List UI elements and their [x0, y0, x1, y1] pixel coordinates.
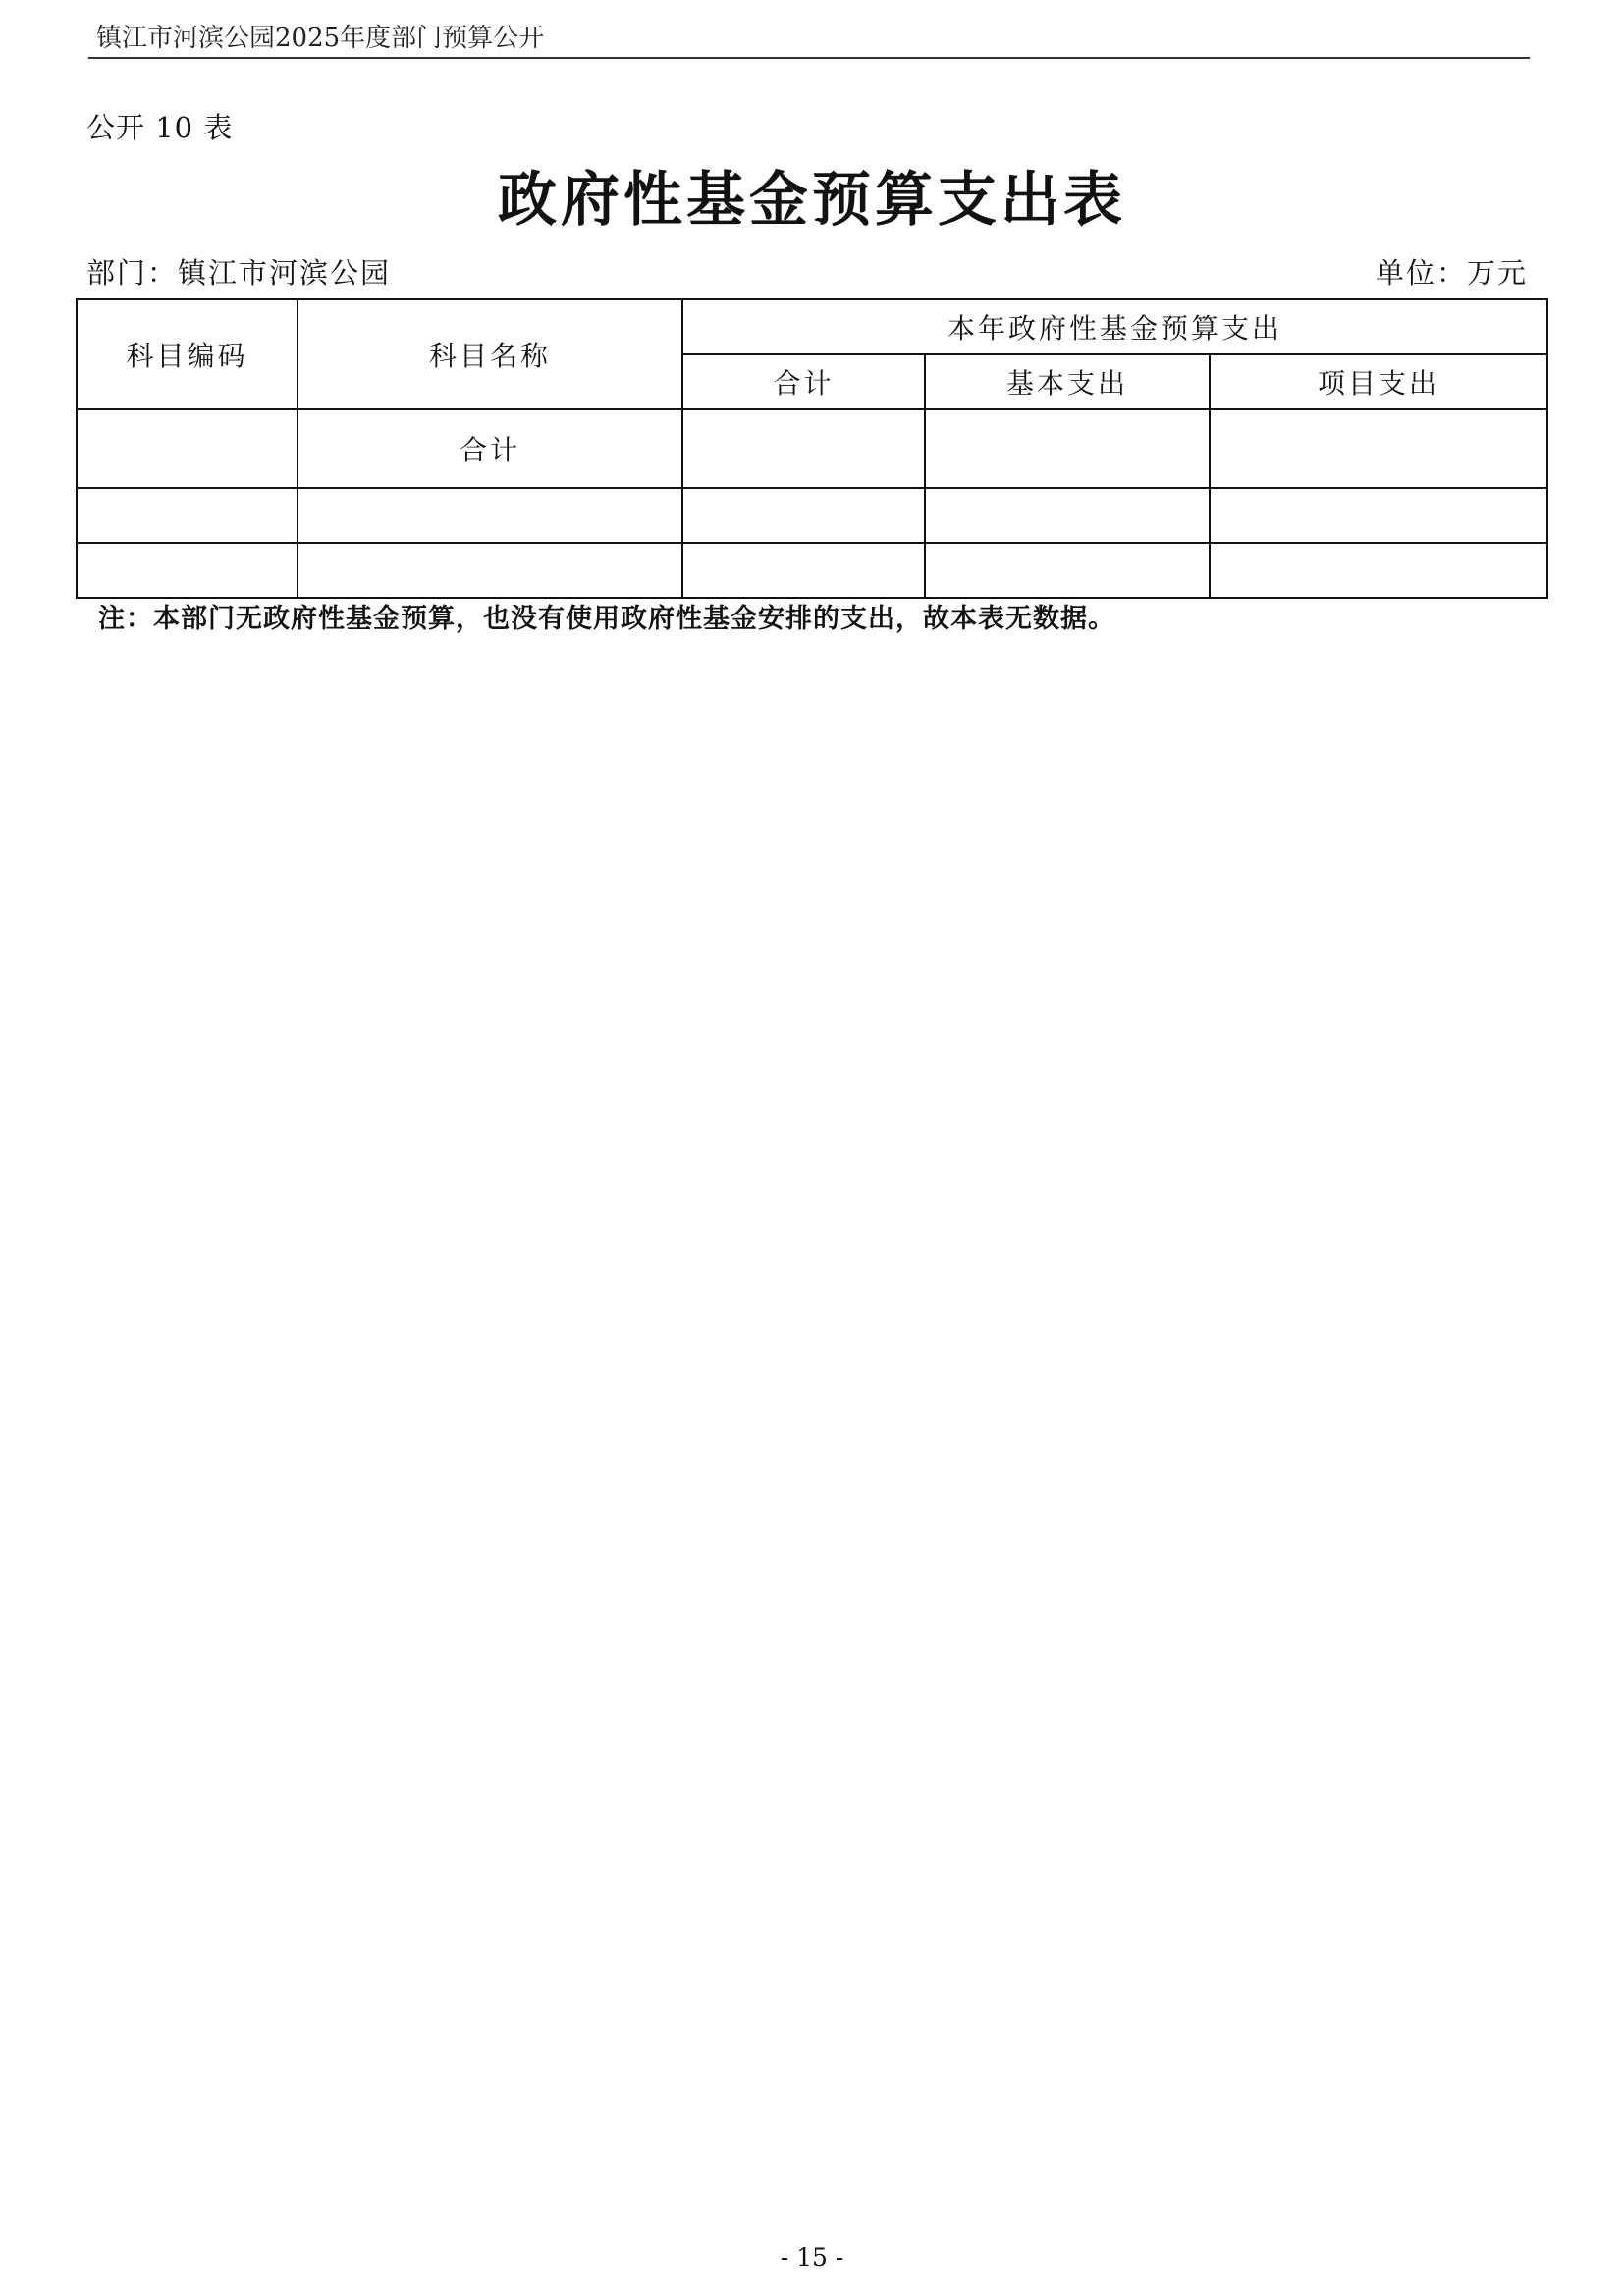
unit-label: 单位：万元 [1375, 256, 1528, 290]
cell-code [77, 488, 298, 543]
table-row [77, 543, 1547, 598]
budget-table [76, 298, 1548, 599]
cell-basic [925, 409, 1210, 488]
table-number: 公开 10 表 [86, 111, 234, 144]
header-rule [88, 57, 1530, 59]
cell-total [682, 409, 925, 488]
table-note: 注：本部门无政府性基金预算，也没有使用政府性基金安排的支出，故本表无数据。 [98, 604, 1115, 634]
cell-code [77, 409, 298, 488]
table-header-row [77, 299, 1547, 354]
cell-total [682, 488, 925, 543]
header-code: 科目编码 [77, 299, 298, 409]
page-title: 政府性基金预算支出表 [498, 166, 1126, 235]
header-basic: 基本支出 [925, 354, 1210, 409]
header-total: 合计 [682, 354, 925, 409]
cell-total [682, 543, 925, 598]
table-row [77, 488, 1547, 543]
cell-project [1210, 543, 1547, 598]
header-project: 项目支出 [1210, 354, 1547, 409]
header-group: 本年政府性基金预算支出 [682, 299, 1547, 354]
header-name: 科目名称 [298, 299, 682, 409]
cell-project [1210, 409, 1547, 488]
cell-name: 合计 [298, 409, 682, 488]
cell-code [77, 543, 298, 598]
cell-name [298, 543, 682, 598]
cell-project [1210, 488, 1547, 543]
department-label: 部门：镇江市河滨公园 [86, 256, 392, 290]
table-row [77, 409, 1547, 488]
cell-basic [925, 543, 1210, 598]
cell-name [298, 488, 682, 543]
page-number: - 15 - [780, 2243, 844, 2271]
running-header: 镇江市河滨公园2025年度部门预算公开 [96, 24, 545, 53]
cell-basic [925, 488, 1210, 543]
